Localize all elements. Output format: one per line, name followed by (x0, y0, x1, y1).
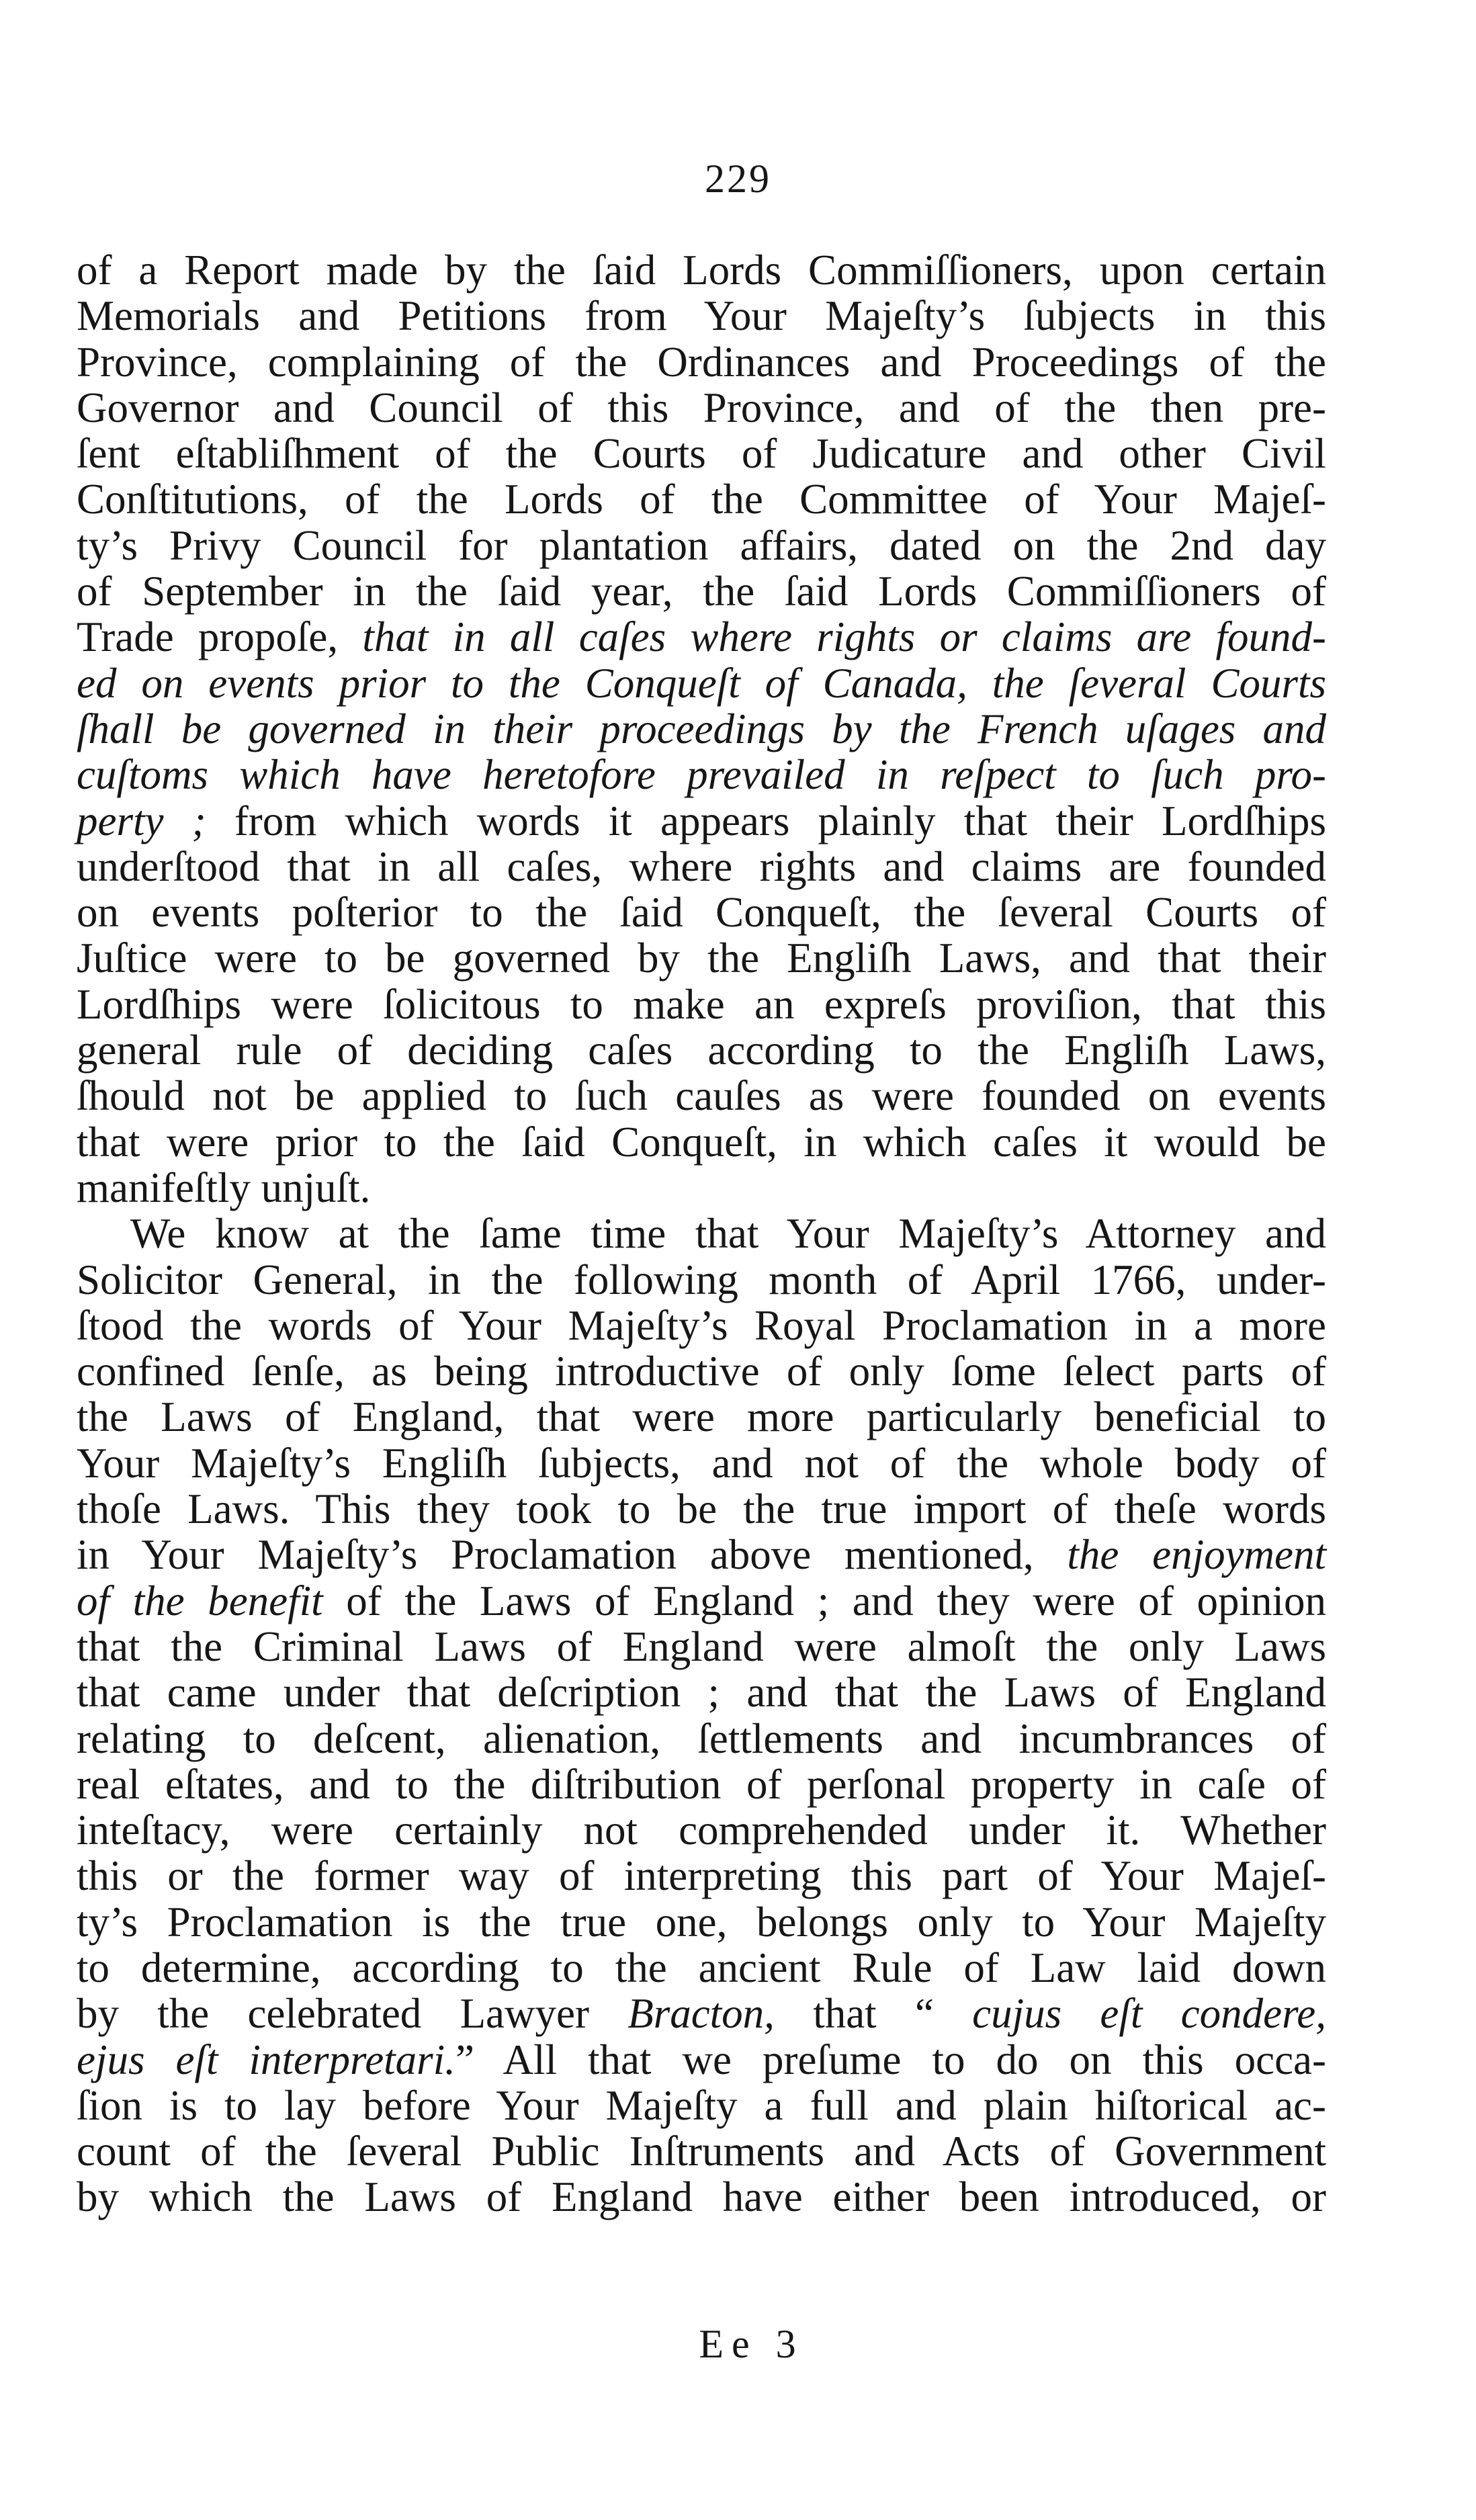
text-segment: underſtood that in all caſes, where rights and claims are founded (77, 842, 1326, 890)
italic-text-segment: the enjoyment (1067, 1531, 1327, 1579)
text-segment: ty’s Privy Council for plantation affairs, dated on the 2nd day (77, 521, 1326, 569)
page-number: 229 (705, 157, 771, 201)
text-line (77, 1486, 1326, 1532)
text-segment: ſhould not be applied to ſuch cauſes as were founded on events (77, 1072, 1326, 1120)
text-segment: Lordſhips were ſolicitous to make an expreſs proviſion, that this (77, 980, 1326, 1028)
text-segment: ty’s Proclamation is the true one, belongs only to Your Majeſty (77, 1898, 1326, 1946)
text-line (77, 1440, 1326, 1486)
italic-text-segment: cuſtoms which have heretofore prevailed in reſpect to ſuch pro- (77, 751, 1326, 799)
text-line (77, 2037, 1326, 2083)
text-line (77, 1532, 1326, 1577)
signature-mark: Ee 3 (699, 2322, 804, 2366)
text-line (77, 1716, 1326, 1762)
italic-text-segment: ejus eſt interpretari. (77, 2036, 455, 2083)
text-line (77, 1807, 1326, 1853)
text-segment: of a Report made by the ſaid Lords Commiſſioners, upon certain (77, 247, 1326, 294)
text-line (77, 889, 1326, 935)
text-line (77, 1624, 1326, 1669)
text-line (77, 247, 1326, 293)
text-segment: confined ſenſe, as being introductive of only ſome ſelect parts of (77, 1348, 1326, 1395)
text-line (77, 1899, 1326, 1945)
italic-text-segment: ſhall be governed in their proceedings by the French uſages and (77, 705, 1326, 752)
text-line (77, 1669, 1326, 1715)
text-segment: Conſtitutions, of the Lords of the Committee of Your Majeſ- (77, 476, 1326, 523)
text-line (77, 2174, 1326, 2220)
text-segment: ” All that we preſume to do on this occa- (455, 2036, 1326, 2083)
text-line (77, 1394, 1326, 1440)
text-segment: that “ (774, 1990, 973, 2038)
text-line (77, 660, 1326, 706)
text-segment: that were prior to the ſaid Conqueſt, in which caſes it would be (77, 1118, 1326, 1166)
text-line (77, 1762, 1326, 1807)
text-segment: real eſtates, and to the diſtribution of perſonal property in caſe of (77, 1760, 1326, 1808)
text-segment: of the Laws of England ; and they were of opinion (322, 1577, 1327, 1624)
text-line (77, 1303, 1326, 1348)
text-line (77, 568, 1326, 614)
text-line (77, 935, 1326, 981)
text-segment: relating to deſcent, alienation, ſettlements and incumbrances of (77, 1714, 1326, 1762)
text-line (77, 476, 1326, 522)
text-segment: Solicitor General, in the following month of April 1766, under- (77, 1256, 1326, 1303)
italic-text-segment: cujus eſt condere, (972, 1990, 1326, 2038)
text-segment: this or the former way of interpreting this part of Your Majeſ- (77, 1852, 1326, 1900)
text-line (77, 1348, 1326, 1394)
text-segment: of September in the ſaid year, the ſaid Lords Commiſſioners of (77, 568, 1326, 615)
text-segment: by the celebrated Lawyer (77, 1990, 628, 2038)
text-line (77, 523, 1326, 568)
text-segment: Memorials and Petitions from Your Majeſty’s ſubjects in this (77, 292, 1326, 340)
text-segment: Province, complaining of the Ordinances and Proceedings of the (77, 338, 1326, 386)
text-line (77, 1165, 1326, 1211)
text-segment: count of the ſeveral Public Inſtruments and Acts of Government (77, 2128, 1326, 2175)
text-line (77, 339, 1326, 385)
text-segment: ſion is to lay before Your Majeſty a full and plain hiſtorical ac- (77, 2081, 1326, 2129)
italic-text-segment: ed on events prior to the Conqueſt of Canada, the ſeveral Courts (77, 659, 1326, 707)
italic-text-segment: perty ; (77, 797, 206, 844)
text-segment: ſtood the words of Your Majeſty’s Royal Proclamation in a more (77, 1301, 1326, 1349)
body-text (77, 247, 1326, 2220)
text-segment: that came under that deſcription ; and that the Laws of England (77, 1669, 1326, 1717)
text-line (77, 1073, 1326, 1119)
text-line (77, 844, 1326, 889)
text-line (77, 1027, 1326, 1073)
text-line (77, 1119, 1326, 1165)
text-line (77, 1991, 1326, 2036)
text-segment: Trade propoſe, (77, 613, 363, 661)
italic-text-segment: that in all caſes where rights or claims are found- (362, 613, 1326, 661)
text-line (77, 614, 1326, 660)
text-segment: general rule of deciding caſes according to the Engliſh Laws, (77, 1027, 1326, 1074)
text-segment: in Your Majeſty’s Proclamation above mentioned, (77, 1531, 1068, 1579)
text-segment: ſent eſtabliſhment of the Courts of Judicature and other Civil (77, 430, 1326, 478)
text-line (77, 798, 1326, 844)
text-segment: the Laws of England, that were more particularly beneficial to (77, 1393, 1326, 1441)
text-segment: Juſtice were to be governed by the Engliſh Laws, and that their (77, 935, 1326, 982)
text-segment: that the Criminal Laws of England were almoſt the only Laws (77, 1622, 1326, 1670)
text-line (77, 1257, 1326, 1303)
text-segment: Governor and Council of this Province, and of the then pre- (77, 384, 1326, 431)
text-segment: from which words it appears plainly that their Lordſhips (206, 797, 1326, 844)
text-line (77, 1211, 1326, 1256)
text-segment: on events poſterior to the ſaid Conqueſt, the ſeveral Courts of (77, 889, 1326, 937)
italic-text-segment: of the benefit (77, 1577, 323, 1624)
text-segment: to determine, according to the ancient Rule of Law laid down (77, 1944, 1326, 1991)
text-line (77, 385, 1326, 431)
text-line (77, 1945, 1326, 1991)
text-segment: thoſe Laws. This they took to be the true import of theſe words (77, 1485, 1326, 1533)
text-line (77, 1853, 1326, 1899)
text-line (77, 431, 1326, 476)
text-line (77, 1578, 1326, 1624)
text-line (77, 752, 1326, 797)
text-segment: Your Majeſty’s Engliſh ſubjects, and not of the whole body of (77, 1439, 1326, 1487)
text-segment: We know at the ſame time that Your Majeſty’s Attorney and (130, 1210, 1326, 1258)
text-line (77, 293, 1326, 339)
text-segment: manifeſtly unjuſt. (77, 1164, 371, 1211)
text-line (77, 982, 1326, 1027)
text-segment: inteſtacy, were certainly not comprehended under it. Whether (77, 1807, 1326, 1854)
text-line (77, 2128, 1326, 2174)
italic-text-segment: Bracton, (627, 1990, 775, 2038)
text-line (77, 706, 1326, 752)
text-segment: by which the Laws of England have either been introduced, or (77, 2173, 1326, 2221)
text-line (77, 2083, 1326, 2128)
